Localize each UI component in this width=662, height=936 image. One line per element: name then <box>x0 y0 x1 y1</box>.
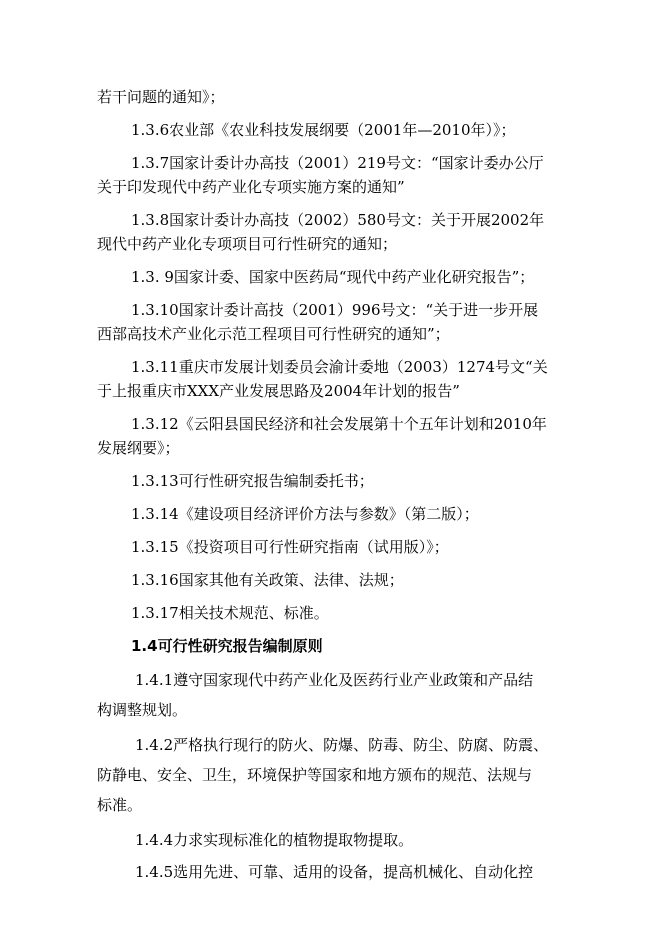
text-line: 发展纲要》； <box>97 439 180 457</box>
text-line: 关于印发现代中药产业化专项实施方案的通知” <box>97 178 405 196</box>
text-line: 1.3.11重庆市发展计划委员会渝计委地（2003）1274号文“关 <box>131 358 548 376</box>
text-line: 1.3.10国家计委计高技（2001）996号文：“关于进一步开展 <box>131 301 539 319</box>
text-line: 1.3.7国家计委计办高技（2001）219号文：“国家计委办公厅 <box>131 154 544 172</box>
text-line: 1.4.5选用先进、可靠、适用的设备，提高机械化、自动化控 <box>135 863 534 881</box>
section-heading: 1.4可行性研究报告编制原则 <box>131 637 323 655</box>
text-line: 1.3.8国家计委计办高技（2002）580号文：关于开展2002年 <box>131 211 545 229</box>
text-line: 现代中药产业化专项项目可行性研究的通知； <box>97 235 398 253</box>
text-line: 构调整规划。 <box>97 701 188 719</box>
text-line: 1.3.16国家其他有关政策、法律、法规； <box>131 571 404 589</box>
text-line: 1.3.17相关技术规范、标准。 <box>131 604 329 622</box>
text-line: 1.3. 9国家计委、国家中医药局“现代中药产业化研究报告”； <box>131 268 535 286</box>
text-line: 1.4.2严格执行现行的防火、防爆、防毒、防尘、防腐、防震、 <box>135 736 549 754</box>
text-line: 1.3.15《投资项目可行性研究指南（试用版）》； <box>131 538 449 556</box>
text-line: 防静电、安全、卫生，环境保护等国家和地方颁布的规范、法规与 <box>97 766 533 784</box>
text-line: 1.3.14《建设项目经济评价方法与参数》（第二版）； <box>131 505 479 523</box>
text-line: 1.3.6农业部《农业科技发展纲要（2001年—2010年）》； <box>131 121 516 139</box>
text-line: 1.4.1遵守国家现代中药产业化及医药行业产业政策和产品结 <box>135 671 534 689</box>
text-line: 西部高技术产业化示范工程项目可行性研究的通知”； <box>97 325 450 343</box>
text-line: 1.4.4力求实现标准化的植物提取物提取。 <box>135 831 414 849</box>
text-line: 若干问题的通知》； <box>97 88 225 106</box>
text-line: 1.3.12《云阳县国民经济和社会发展第十个五年计划和2010年 <box>131 415 547 433</box>
text-line: 于上报重庆市XXX产业发展思路及2004年计划的报告” <box>97 382 460 400</box>
text-line: 1.3.13可行性研究报告编制委托书； <box>131 472 374 490</box>
text-line: 标准。 <box>97 796 143 814</box>
